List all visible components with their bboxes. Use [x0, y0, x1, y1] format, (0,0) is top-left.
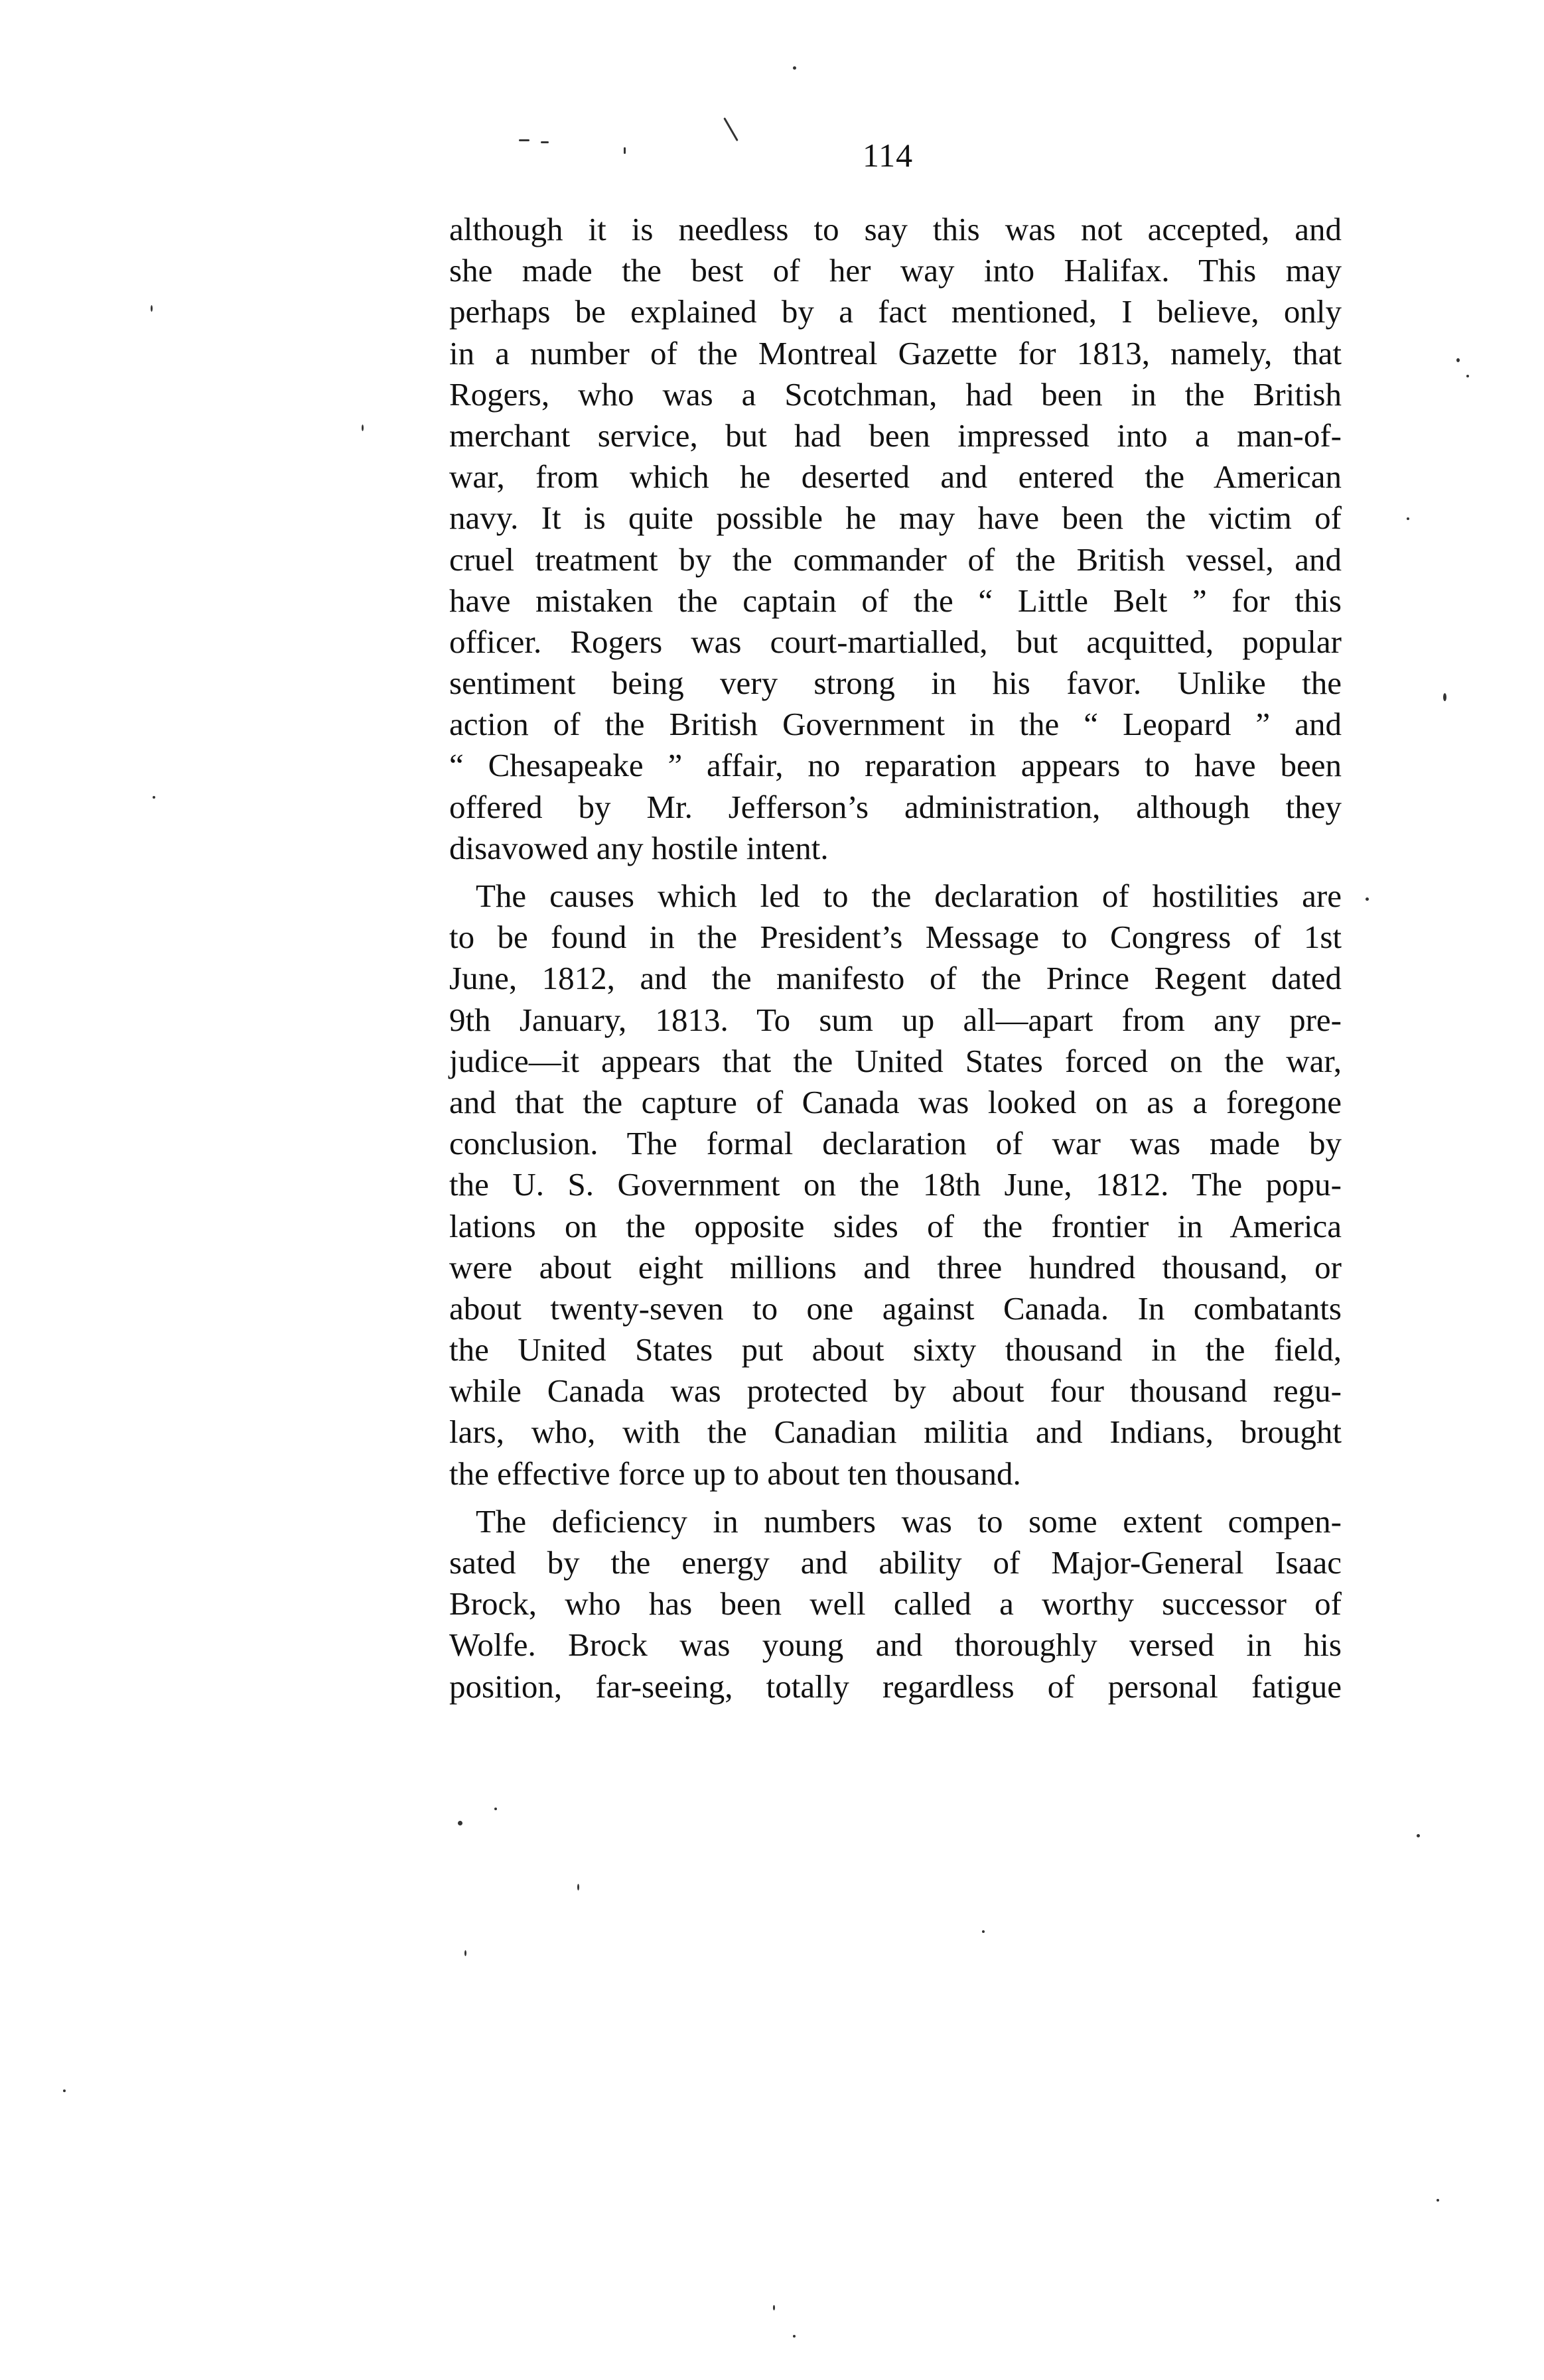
text-line: judice—it appears that the United States forced on the war, [449, 1042, 1342, 1079]
text-line: although it is needless to say this was not accepted, and [449, 211, 1342, 247]
text-line: navy. It is quite possible he may have been the victim of [449, 499, 1342, 537]
text-line: June, 1812, and the manifesto of the Prince Regent dated [449, 960, 1342, 997]
text-line: she made the best of her way into Halifax. This may [449, 252, 1342, 289]
scan-speck [519, 139, 529, 141]
text-line: were about eight millions and three hundred thousand, or [449, 1248, 1342, 1286]
text-line: Wolfe. Brock was young and thoroughly versed in his [449, 1626, 1342, 1664]
text-line: Brock, who has been well called a worthy successor of [449, 1585, 1342, 1622]
text-line: to be found in the President’s Message to Congress of 1st [449, 919, 1342, 956]
scan-speck [1417, 1834, 1420, 1837]
scan-speck [151, 305, 153, 312]
scan-speck [541, 141, 549, 143]
text-line: about twenty-seven to one against Canada. In combatants [449, 1289, 1342, 1327]
text-line: “ Chesapeake ” affair, no reparation appears to have been [449, 747, 1342, 784]
scan-speck [624, 147, 626, 154]
text-line: while Canada was protected by about four thousand regu- [449, 1372, 1342, 1410]
text-line: offered by Mr. Jefferson’s administration, although they [449, 788, 1342, 825]
scan-speck [63, 2089, 66, 2092]
text-line: the effective force up to about ten thousand. [449, 1455, 1021, 1492]
text-line: sated by the energy and ability of Major-General Isaac [449, 1544, 1342, 1581]
scan-speck [153, 796, 155, 799]
text-line: merchant service, but had been impressed into a man-of- [449, 417, 1342, 454]
scan-speck [1443, 693, 1446, 701]
text-line: the United States put about sixty thousand in the field, [449, 1331, 1342, 1368]
scan-speck [362, 425, 364, 431]
text-line: 9th January, 1813. To sum up all—apart from any pre- [449, 1001, 1342, 1038]
text-line: lars, who, with the Canadian militia and Indians, brought [449, 1414, 1342, 1451]
scan-speck [464, 1950, 466, 1956]
body-text [449, 209, 1342, 1707]
paragraph-gap [449, 869, 1342, 876]
paragraph [449, 209, 1342, 869]
text-line: officer. Rogers was court-martialled, but acquitted, popular [449, 623, 1342, 660]
text-line: in a number of the Montreal Gazette for 1813, namely, that [449, 334, 1342, 371]
page-number: 114 [863, 137, 914, 174]
text-line: Rogers, who was a Scotchman, had been in the British [449, 375, 1342, 413]
scan-speck [1437, 2199, 1439, 2202]
scan-speck [793, 2335, 796, 2338]
scan-speck [793, 66, 796, 70]
scan-speck [773, 2305, 775, 2310]
text-line: war, from which he deserted and entered the American [449, 458, 1342, 496]
text-line: position, far-seeing, totally regardless of personal fatigue [449, 1668, 1342, 1705]
paragraph [449, 1501, 1342, 1707]
scan-speck [723, 117, 738, 141]
text-line: sentiment being very strong in his favor. Unlike the [449, 665, 1342, 702]
text-line: The causes which led to the declaration of hostilities are [476, 878, 1342, 914]
text-line: the U. S. Government on the 18th June, 1812. The popu- [449, 1166, 1342, 1203]
paragraph-gap [449, 1494, 1342, 1501]
scan-speck [458, 1821, 462, 1825]
scan-speck [1366, 897, 1369, 901]
text-line: perhaps be explained by a fact mentioned, I believe, only [449, 293, 1342, 330]
scan-speck [1407, 517, 1409, 520]
text-line: disavowed any hostile intent. [449, 829, 829, 866]
scan-speck [577, 1884, 579, 1890]
scan-speck [494, 1808, 497, 1810]
scan-speck [1466, 375, 1469, 377]
text-line: lations on the opposite sides of the frontier in America [449, 1207, 1342, 1244]
paragraph [449, 876, 1342, 1494]
text-line: conclusion. The formal declaration of war was made by [449, 1125, 1342, 1162]
text-line: have mistaken the captain of the “ Little Belt ” for this [449, 582, 1342, 619]
text-line: and that the capture of Canada was looked on as a foregone [449, 1083, 1342, 1120]
scan-speck [1456, 358, 1460, 362]
text-line: action of the British Government in the “ Leopard ” and [449, 706, 1342, 743]
scan-speck [982, 1930, 985, 1933]
text-line: The deficiency in numbers was to some extent compen- [476, 1502, 1342, 1540]
text-line: cruel treatment by the commander of the British vessel, and [449, 541, 1342, 578]
